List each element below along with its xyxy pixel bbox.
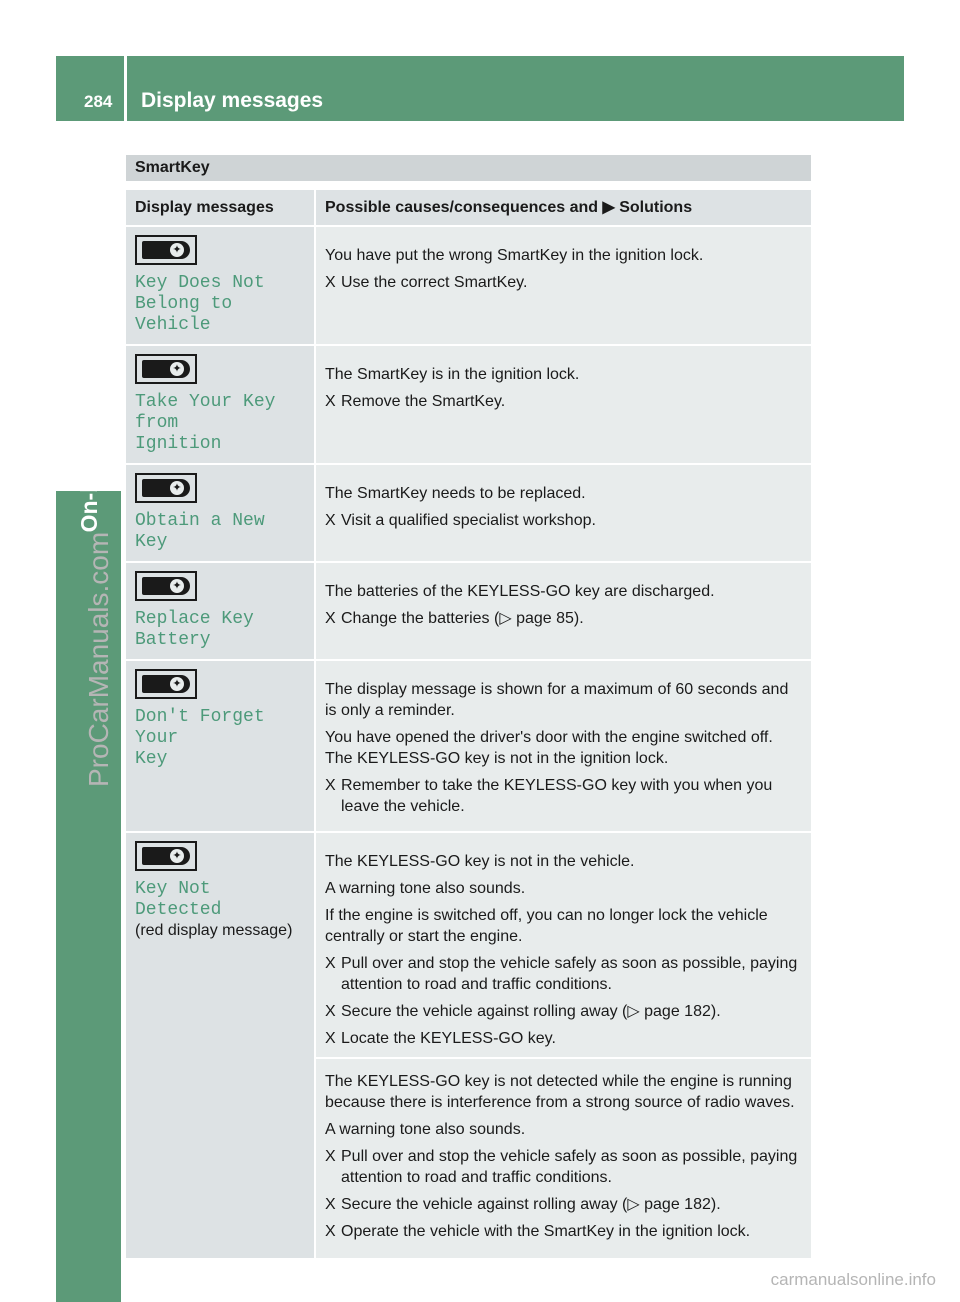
step-text: Use the correct SmartKey. <box>341 274 528 291</box>
cause-text: If the engine is switched off, you can no longer lock the vehicle centrally or start the engine. <box>325 907 768 945</box>
cause-text: You have put the wrong SmartKey in the ignition lock. <box>325 247 704 264</box>
cause-text: A warning tone also sounds. <box>325 880 526 897</box>
star-emblem-icon: ✦ <box>170 481 184 495</box>
message-cell <box>126 346 314 463</box>
cause-text: The SmartKey needs to be replaced. <box>325 485 586 502</box>
table-row <box>126 227 811 346</box>
solution-step <box>325 953 804 995</box>
key-fob-icon <box>135 235 197 265</box>
display-message-text: Don't Forget Your Key <box>135 707 265 769</box>
step-text: Operate the vehicle with the SmartKey in the ignition lock. <box>341 1223 751 1240</box>
step-marker-icon: X <box>325 610 336 627</box>
step-text: Visit a qualified specialist workshop. <box>341 512 596 529</box>
star-emblem-icon: ✦ <box>170 849 184 863</box>
table-header <box>126 190 811 227</box>
col-header-solutions: Possible causes/consequences and ▶ Solutions <box>314 190 811 225</box>
solution-block <box>325 841 804 1049</box>
step-marker-icon: X <box>325 512 336 529</box>
solution-step <box>325 775 804 817</box>
table-row <box>126 563 811 661</box>
step-marker-icon: X <box>325 1003 336 1020</box>
step-text: Pull over and stop the vehicle safely as soon as possible, paying attention to road and traffic conditions. <box>341 1148 798 1186</box>
display-message-text: Replace Key Battery <box>135 609 254 650</box>
col-header-display-messages: Display messages <box>135 199 274 216</box>
page-number: 284 <box>84 92 113 111</box>
message-cell <box>126 465 314 561</box>
step-text: Change the batteries (▷ page 85). <box>341 610 584 627</box>
star-emblem-icon: ✦ <box>170 677 184 691</box>
step-marker-icon: X <box>325 274 336 291</box>
cause-text: The KEYLESS-GO key is not detected while the engine is running because there is interference from a strong source of radio waves. <box>325 1073 795 1111</box>
step-text: Remove the SmartKey. <box>341 393 506 410</box>
table-row <box>126 346 811 465</box>
step-text: Pull over and stop the vehicle safely as soon as possible, paying attention to road and traffic conditions. <box>341 955 798 993</box>
step-marker-icon: X <box>325 1148 336 1165</box>
section-title: SmartKey <box>126 155 811 181</box>
step-text: Locate the KEYLESS-GO key. <box>341 1030 556 1047</box>
table-row <box>126 661 811 833</box>
display-message-text: Key Does Not Belong to Vehicle <box>135 273 265 335</box>
solution-step <box>325 608 804 629</box>
solution-cell <box>314 661 811 831</box>
watermark-bottom: carmanualsonline.info <box>770 1270 936 1289</box>
cause-text: The KEYLESS-GO key is not in the vehicle. <box>325 853 635 870</box>
star-emblem-icon: ✦ <box>170 579 184 593</box>
display-message-text: Key Not Detected <box>135 879 222 920</box>
step-text: Remember to take the KEYLESS-GO key with you when you leave the vehicle. <box>341 777 773 815</box>
chapter-title-text: On-board computer and displays <box>76 172 102 533</box>
message-cell <box>126 563 314 659</box>
cause-text: The display message is shown for a maximum of 60 seconds and is only a reminder. <box>325 681 789 719</box>
table-body <box>126 227 811 1260</box>
step-marker-icon: X <box>325 955 336 972</box>
key-fob-icon <box>135 473 197 503</box>
step-text: Secure the vehicle against rolling away (▷ page 182). <box>341 1003 721 1020</box>
solution-step <box>325 1194 804 1215</box>
solution-cell <box>314 563 811 659</box>
display-message-note: (red display message) <box>135 922 293 939</box>
table-row <box>126 465 811 563</box>
step-marker-icon: X <box>325 393 336 410</box>
solution-block <box>316 1057 811 1250</box>
solution-cell <box>314 346 811 463</box>
key-fob-icon <box>135 354 197 384</box>
step-marker-icon: X <box>325 1223 336 1240</box>
step-text: Secure the vehicle against rolling away (▷ page 182). <box>341 1196 721 1213</box>
watermark: ProCarManuals.com <box>83 531 114 787</box>
solution-step <box>325 510 804 531</box>
solution-step <box>325 1146 804 1188</box>
message-cell <box>126 661 314 831</box>
solution-block <box>325 669 804 817</box>
solution-block <box>325 473 804 531</box>
step-marker-icon: X <box>325 1196 336 1213</box>
star-emblem-icon: ✦ <box>170 362 184 376</box>
key-fob-icon <box>135 669 197 699</box>
solution-block <box>325 235 804 293</box>
message-cell <box>126 833 314 1258</box>
messages-table <box>126 190 811 1260</box>
message-cell <box>126 227 314 344</box>
solution-block <box>325 571 804 629</box>
solution-cell <box>314 227 811 344</box>
display-message-text: Obtain a New Key <box>135 511 265 552</box>
step-marker-icon: X <box>325 777 336 794</box>
cause-text: The batteries of the KEYLESS-GO key are discharged. <box>325 583 715 600</box>
solution-step <box>325 1001 804 1022</box>
cause-text: You have opened the driver's door with the engine switched off. The KEYLESS-GO key is not in the ignition lock. <box>325 729 773 767</box>
solution-step <box>325 1221 804 1242</box>
solution-cell <box>314 465 811 561</box>
key-fob-icon <box>135 841 197 871</box>
header-separator <box>124 56 127 121</box>
star-emblem-icon: ✦ <box>170 243 184 257</box>
cause-text: The SmartKey is in the ignition lock. <box>325 366 580 383</box>
page-title: Display messages <box>141 89 324 112</box>
solution-cell <box>314 833 811 1258</box>
table-row <box>126 833 811 1260</box>
solution-step <box>325 1028 804 1049</box>
solution-step <box>325 391 804 412</box>
display-message-text: Take Your Key from Ignition <box>135 392 276 454</box>
key-fob-icon <box>135 571 197 601</box>
solution-block <box>325 354 804 412</box>
cause-text: A warning tone also sounds. <box>325 1121 526 1138</box>
solution-step <box>325 272 804 293</box>
step-marker-icon: X <box>325 1030 336 1047</box>
